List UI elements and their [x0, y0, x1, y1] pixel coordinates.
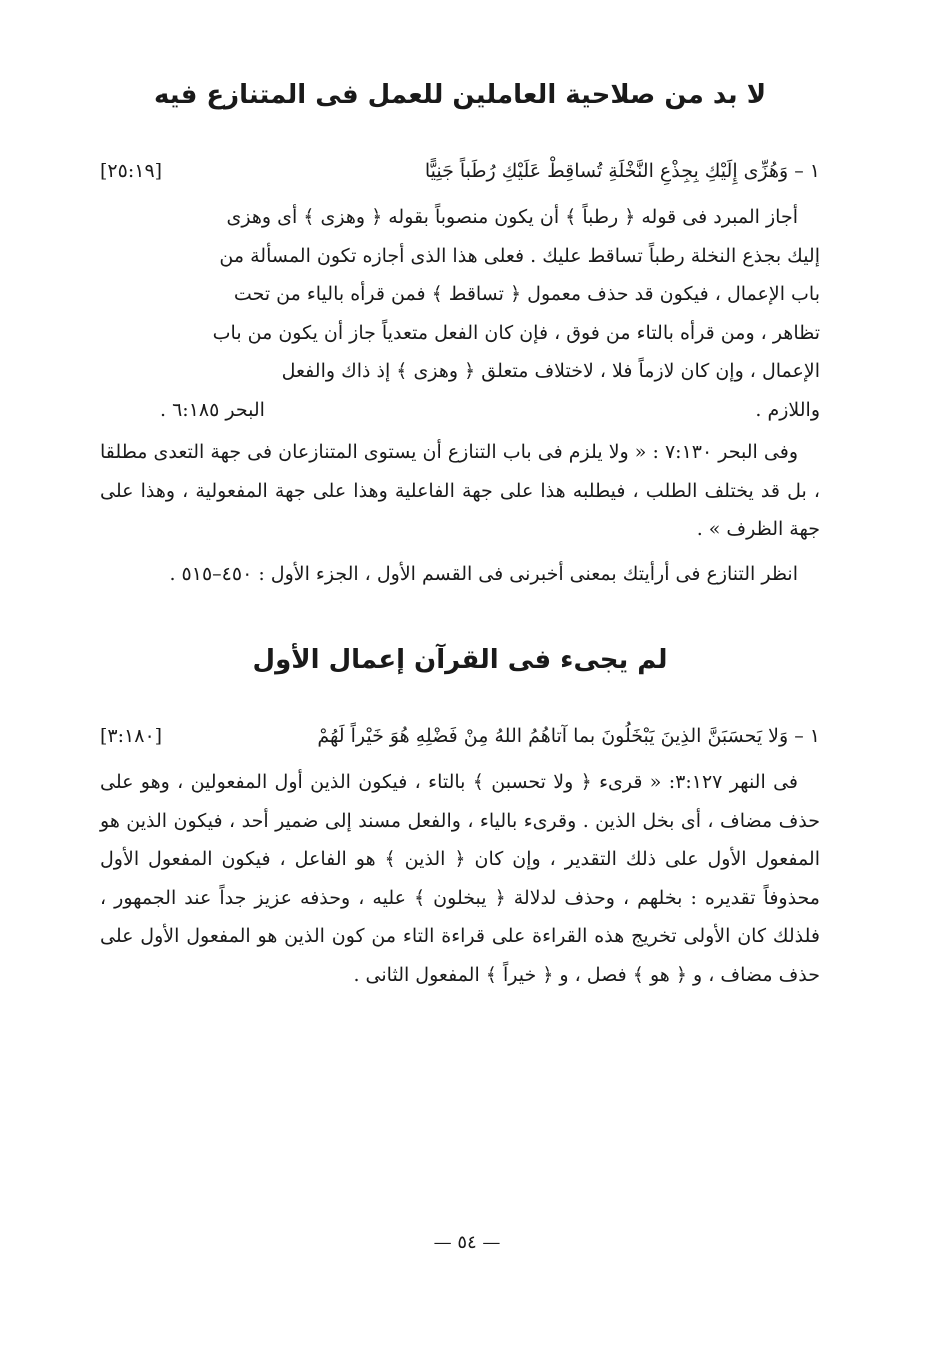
section-1-title: لا بد من صلاحية العاملين للعمل فى المتنازع فيه: [153, 80, 767, 110]
verse-text: ١ – وَهُزِّى إِلَيْكِ بِجِذْعِ النَّخْلَةِ تُساقِطْ عَلَيْكِ رُطَباً جَنِيًّا: [424, 160, 820, 182]
paragraph-end: واللازم .: [755, 398, 820, 421]
page-body: [100, 70, 820, 994]
section-2-title: لم يجىء فى القرآن إعمال الأول: [252, 645, 668, 675]
paragraph-line: إليك بجذع النخلة رطباً تساقط عليك . فعلى هذا الذى أجازه تكون المسألة من: [219, 244, 820, 267]
paragraph-line: تظاهر ، ومن قرأه بالتاء من فوق ، فإن كان الفعل متعدياً جاز أن يكون من باب: [212, 321, 820, 344]
section-1-paragraph-2: وفى البحر ٧:١٣٠ : « ولا يلزم فى باب التنازع أن يستوى المتنازعان فى جهة التعدى مطلقا ، بل قد يختلف الطلب ، فيطلبه هذا على جهة الفاعلية وهذا على جهة المفعولية ، وهذا على جهة الظرف » .: [100, 441, 820, 540]
section-2: [100, 635, 820, 994]
source-citation: البحر ٦:١٨٥ .: [160, 398, 265, 421]
section-2-verse: [100, 719, 820, 753]
section-1-paragraph-1: [100, 198, 820, 391]
section-1-paragraph-3: انظر التنازع فى أرأيتك بمعنى أخبرنى فى القسم الأول ، الجزء الأول : ٤٥٠–٥١٥ .: [169, 562, 798, 585]
section-2-paragraph-1: فى النهر ٣:١٢٧: « قرىء ﴿ ولا تحسبن ﴾ بالتاء ، فيكون الذين أول المفعولين ، وهو على حذف مضاف ، أى بخل الذين . وقرىء بالياء ، والفعل مسند إلى ضمير أحد ، فيكون الذين هو المفعول الأول على ذلك التقدير ، وإن كان ﴿ الذين ﴾ هو الفاعل ، فيكون المفعول الأول محذوفاً تقديره : بخلهم ، وحذف لدلالة ﴿ يبخلون ﴾ عليه ، وحذفه عزيز جداً عند الجمهور ، فلذلك كان الأولى تخريج هذه القراءة على قراءة التاء من كون الذين هو المفعول الأول على حذف مضاف ، و ﴿ هو ﴾ فصل ، و ﴿ خيراً ﴾ المفعول الثانى .: [100, 771, 820, 986]
paragraph-line: باب الإعمال ، فيكون قد حذف معمول ﴿ تساقط ﴾ فمن قرأه بالياء من تحت: [233, 283, 820, 305]
verse-reference: [٣:١٨٠]: [100, 725, 163, 747]
page-number: — ٥٤ —: [433, 1232, 501, 1253]
verse-reference: [٢٥:١٩]: [100, 160, 163, 182]
paragraph-line: أجاز المبرد فى قوله ﴿ رطباً ﴾ أن يكون منصوباً بقوله ﴿ وهزى ﴾ أى وهزى: [226, 206, 798, 228]
section-1-source-line: [100, 391, 820, 430]
paragraph-line: الإعمال ، وإن كان لازماً فلا ، لاختلاف متعلق ﴿ وهزى ﴾ إذ ذاك والفعل: [281, 360, 820, 382]
verse-text: ١ – وَلا يَحسَبَنَّ الذِينَ يَبْخَلُونَ بما آتاهُمُ اللهُ مِنْ فَضْلِهِ هُوَ خَيْراً لَهُمْ: [317, 725, 820, 747]
section-1-verse: [100, 154, 820, 188]
